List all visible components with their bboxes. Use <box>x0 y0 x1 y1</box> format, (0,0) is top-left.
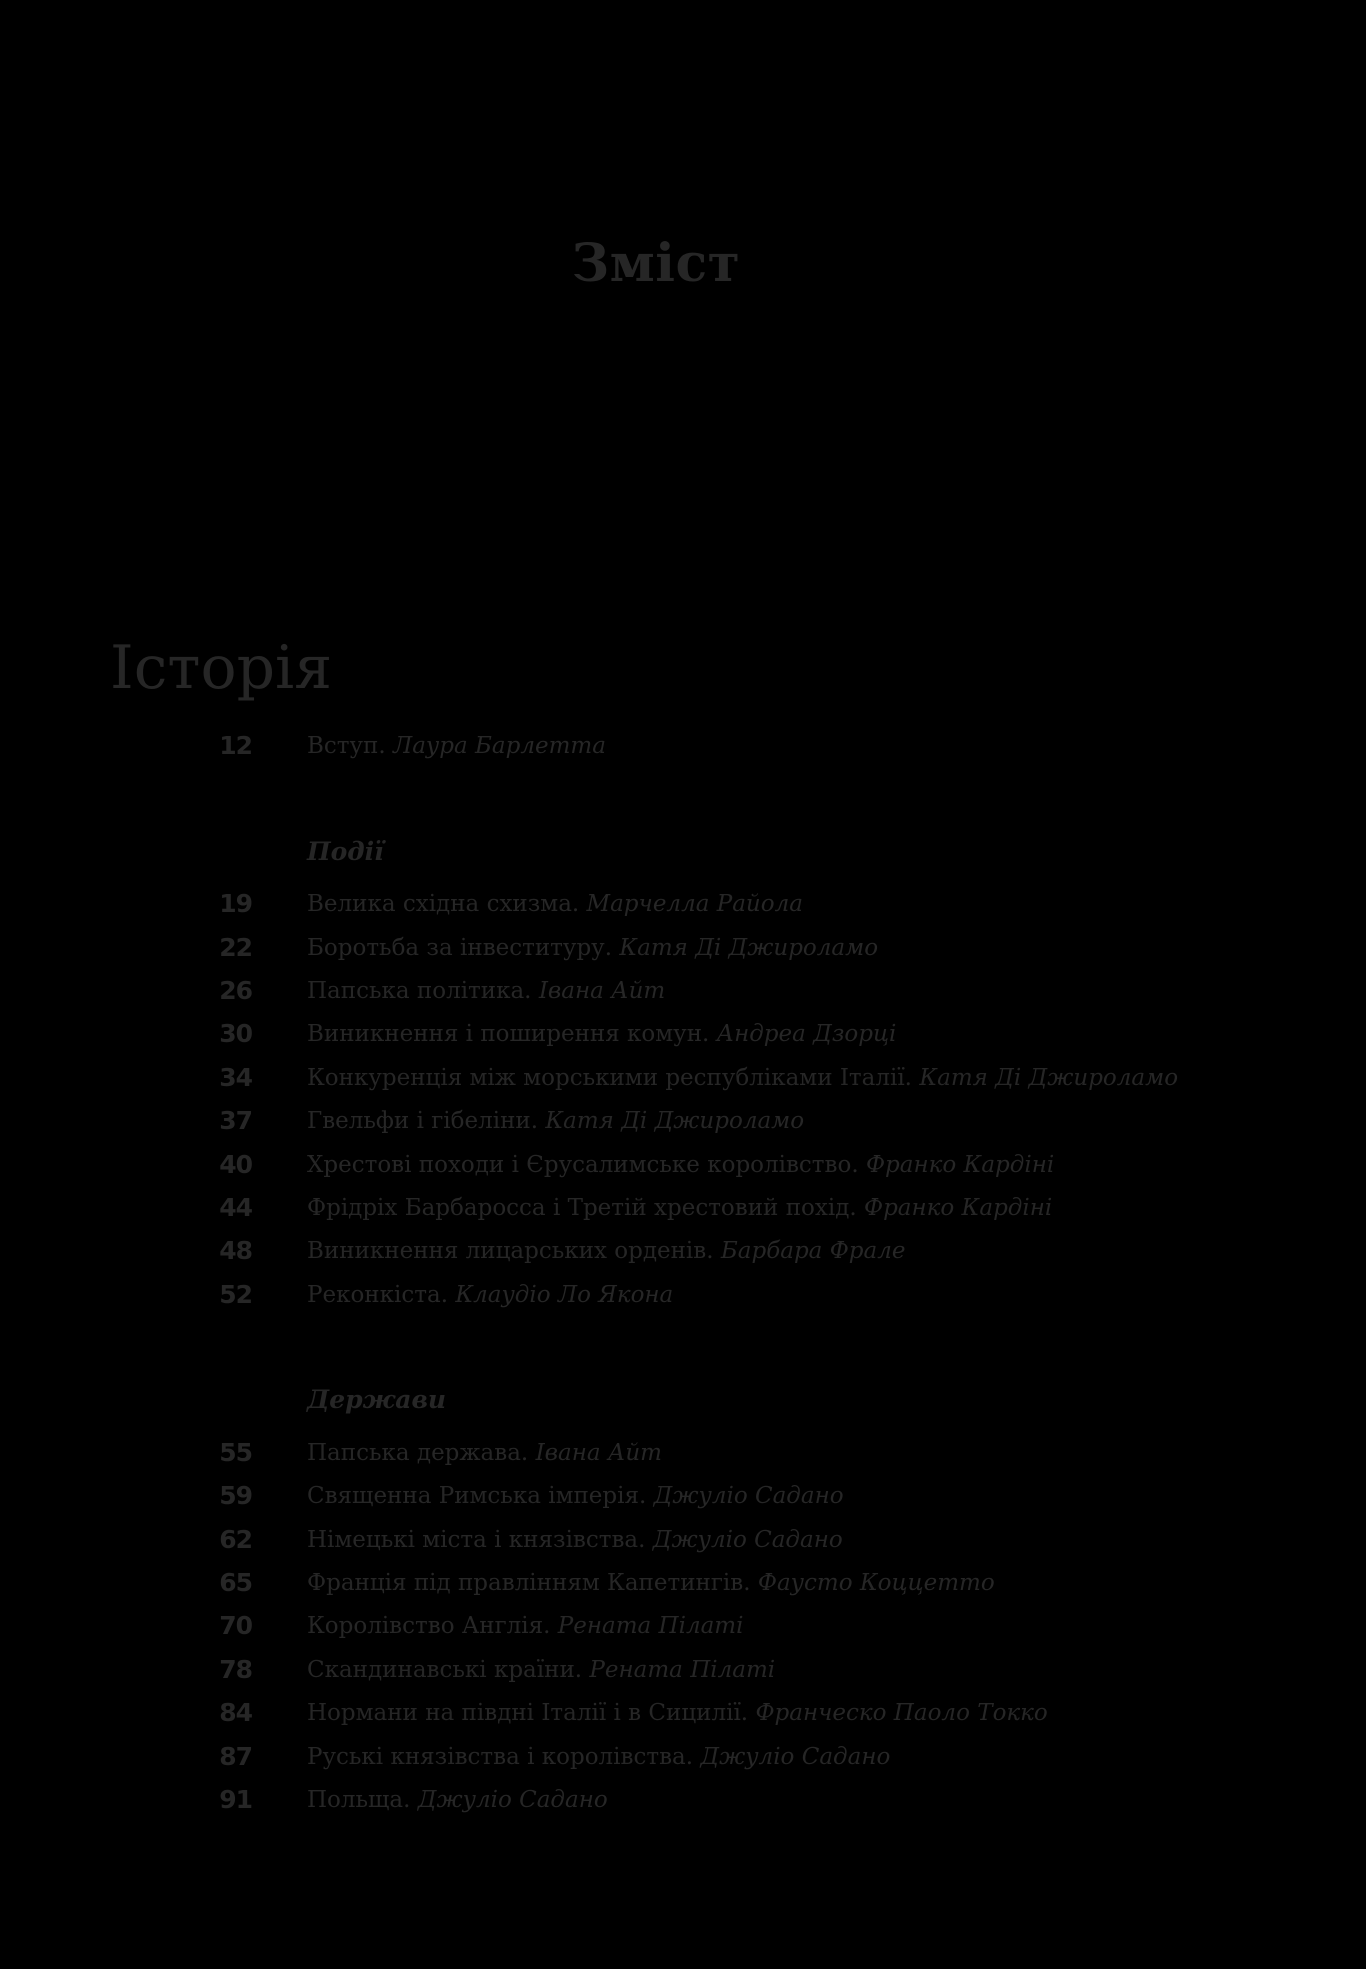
toc-subsection-heading: Події <box>307 836 384 866</box>
toc-entry-text <box>307 1562 995 1604</box>
toc-entry-text <box>307 1187 1052 1229</box>
toc-entry-title: Священна Римська імперія. <box>307 1483 647 1510</box>
toc-entry-author: Катя Ді Джироламо <box>619 934 879 961</box>
toc-page-number: 87 <box>219 1741 252 1771</box>
toc-entry-text <box>307 883 803 925</box>
toc-page-number: 19 <box>219 889 252 919</box>
toc-entry-author: Рената Пілаті <box>589 1656 776 1683</box>
toc-entry-text <box>307 725 606 767</box>
toc-page-number: 44 <box>219 1192 252 1222</box>
toc-entry[interactable] <box>0 1144 1366 1186</box>
toc-entry-author: Івана Айт <box>535 1439 662 1466</box>
toc-entry[interactable] <box>0 725 1366 767</box>
toc-entry[interactable] <box>0 1475 1366 1517</box>
toc-entry-author: Барбара Фрале <box>720 1238 906 1265</box>
toc-page-number: 12 <box>219 731 252 760</box>
toc-entry[interactable] <box>0 927 1366 969</box>
toc-entry-text <box>307 1100 804 1142</box>
toc-entry-title: Німецькі міста і князівства. <box>307 1526 646 1553</box>
toc-entry[interactable] <box>0 1519 1366 1561</box>
toc-page-number: 91 <box>219 1785 252 1815</box>
toc-entry-title: Гвельфи і гібеліни. <box>307 1108 539 1135</box>
page-title: Зміст <box>571 233 741 294</box>
toc-entry-title: Вступ. <box>307 733 386 759</box>
toc-entry[interactable] <box>0 1692 1366 1734</box>
toc-entry-title: Папська держава. <box>307 1439 529 1466</box>
toc-page-number: 30 <box>219 1019 252 1049</box>
toc-entry-title: Велика східна схизма. <box>307 891 580 918</box>
toc-entry[interactable] <box>0 1274 1366 1316</box>
toc-entry-text <box>307 1013 896 1055</box>
toc-entry-title: Нормани на півдні Італії і в Сицилії. <box>307 1700 749 1727</box>
toc-entry-title: Франція під правлінням Капетингів. <box>307 1570 751 1597</box>
toc-entry-text <box>307 1605 743 1647</box>
toc-entry-text <box>307 1057 1178 1099</box>
toc-entry-author: Джуліо Садано <box>417 1787 608 1814</box>
toc-entry[interactable] <box>0 1649 1366 1691</box>
toc-entry-title: Фрідріх Барбаросса і Третій хрестовий похід. <box>307 1194 857 1221</box>
toc-entry-text <box>307 1649 775 1691</box>
toc-entry-author: Катя Ді Джироламо <box>545 1108 805 1135</box>
toc-entry[interactable] <box>0 1230 1366 1272</box>
toc-entry-text <box>307 1230 905 1272</box>
toc-entry-title: Руські князівства і королівства. <box>307 1743 694 1770</box>
toc-page-number: 84 <box>219 1698 252 1728</box>
toc-page-number: 70 <box>219 1611 252 1641</box>
toc-entry-author: Івана Айт <box>538 977 666 1004</box>
toc-page-number: 48 <box>219 1236 252 1266</box>
toc-page-number: 52 <box>219 1279 252 1309</box>
toc-entry-text <box>307 1736 890 1778</box>
toc-entry-text <box>307 1432 662 1474</box>
section-heading: Історія <box>110 633 333 703</box>
toc-entry[interactable] <box>0 1779 1366 1821</box>
toc-entry-text <box>307 1692 1048 1734</box>
toc-subsection-heading: Держави <box>307 1385 447 1415</box>
toc-entry-author: Андреа Дзорці <box>716 1021 897 1048</box>
toc-entry[interactable] <box>0 1432 1366 1474</box>
toc-entry-author: Клаудіо Ло Якона <box>455 1281 674 1308</box>
toc-entry-author: Джуліо Садано <box>700 1743 891 1770</box>
toc-entry-title: Скандинавські країни. <box>307 1656 583 1683</box>
toc-page-number: 78 <box>219 1654 252 1684</box>
toc-entry[interactable] <box>0 1562 1366 1604</box>
toc-entry-author: Франко Кардіні <box>865 1151 1055 1178</box>
toc-entry-author: Лаура Барлетта <box>393 733 606 759</box>
toc-entry-author: Катя Ді Джироламо <box>919 1064 1179 1091</box>
toc-entry-text <box>307 970 665 1012</box>
toc-page-number: 26 <box>219 975 252 1005</box>
toc-entry-title: Виникнення і поширення комун. <box>307 1021 710 1048</box>
toc-page-number: 40 <box>219 1149 252 1179</box>
toc-entry-text <box>307 1144 1054 1186</box>
toc-entry-author: Фаусто Коццетто <box>757 1570 995 1597</box>
toc-entry[interactable] <box>0 1187 1366 1229</box>
toc-entry-text <box>307 1274 673 1316</box>
toc-entry-author: Марчелла Райола <box>586 891 803 918</box>
toc-entry[interactable] <box>0 1100 1366 1142</box>
toc-page-number: 34 <box>219 1062 252 1092</box>
toc-entry-text <box>307 1475 844 1517</box>
toc-entry-title: Конкуренція між морськими республіками Італії. <box>307 1064 912 1091</box>
toc-page-number: 37 <box>219 1106 252 1136</box>
toc-entry-title: Королівство Англія. <box>307 1613 551 1640</box>
toc-entry-title: Папська політика. <box>307 977 532 1004</box>
toc-entry[interactable] <box>0 883 1366 925</box>
toc-entry[interactable] <box>0 1013 1366 1055</box>
toc-entry-author: Рената Пілаті <box>557 1613 744 1640</box>
toc-entry[interactable] <box>0 970 1366 1012</box>
toc-entry-text <box>307 927 878 969</box>
toc-page-number: 59 <box>219 1481 252 1511</box>
toc-entry-title: Хрестові походи і Єрусалимське королівство. <box>307 1151 859 1178</box>
toc-entry-author: Франческо Паоло Токко <box>755 1700 1048 1727</box>
toc-entry-title: Боротьба за інвеституру. <box>307 934 613 961</box>
toc-page-number: 65 <box>219 1568 252 1598</box>
toc-entry-title: Реконкіста. <box>307 1281 448 1308</box>
toc-entry-text <box>307 1519 843 1561</box>
toc-entry[interactable] <box>0 1057 1366 1099</box>
toc-entry-author: Франко Кардіні <box>863 1194 1053 1221</box>
toc-entry-text <box>307 1779 608 1821</box>
toc-page-number: 22 <box>219 932 252 962</box>
toc-entry-author: Джуліо Садано <box>653 1483 844 1510</box>
toc-entry[interactable] <box>0 1736 1366 1778</box>
toc-entry-title: Виникнення лицарських орденів. <box>307 1238 714 1265</box>
toc-entry[interactable] <box>0 1605 1366 1647</box>
toc-page-number: 62 <box>219 1524 252 1554</box>
toc-entry-author: Джуліо Садано <box>652 1526 843 1553</box>
toc-entry-title: Польща. <box>307 1787 411 1814</box>
toc-page-number: 55 <box>219 1437 252 1467</box>
